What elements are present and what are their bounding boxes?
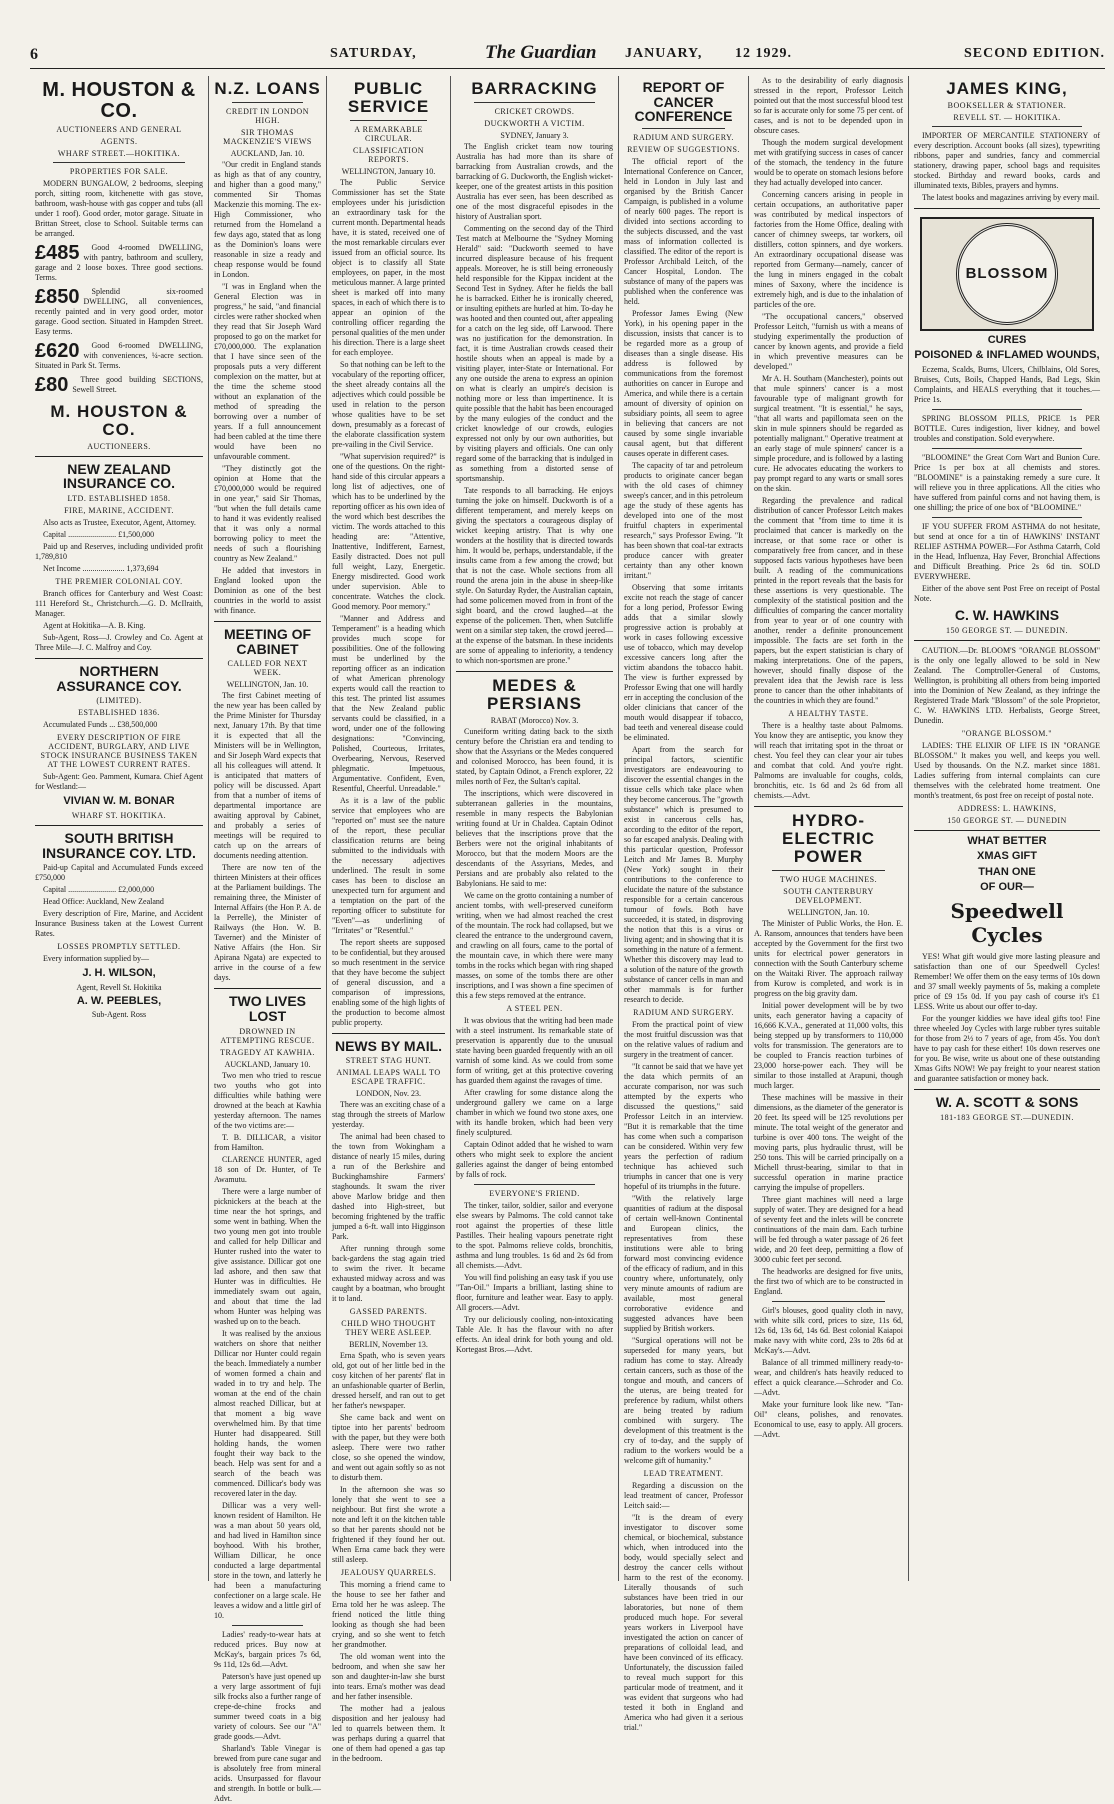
property-listing: £850 Splendid six-roomed DWELLING, all conveniences, recently painted and in very good order, motor garage. Good section. Situated in Hampden Street. Easy terms. — [35, 286, 203, 336]
paragraph: It was obvious that the writing had been made with a steel instrument. Its remarkable state of preservation is apparently due to the unusual state having been guarded frequently with an oil varnish of some kind. As we could from some form of writing, get at this protective covering has guarded them against the ravages of time. — [456, 1015, 613, 1085]
paragraph: Though the modern surgical development met with gratifying success in cases of cancer of the stomach, the tendency in the future would be to operate on stomach lesions before they had actually developed into cancer. — [754, 138, 903, 187]
houston-sub: AUCTIONEERS AND GENERAL — [56, 125, 182, 134]
sub-agent-line: Sub-Agent: Geo. Pamment, Kumara. Chief Agent for Westland:— — [35, 772, 203, 792]
article-subhead: LEAD TREATMENT. — [643, 1469, 724, 1479]
paragraph: "With the relatively large quantities of radium at the disposal of certain well-known Continental and European clinics, the representatives from these institutions were able to bring forward most convincing evidence of the efficacy of radium, and in this country where, unfortunately, only very minute amounts of radium are available, most general corroborative evidence and suggested advances have been supplied by British workers. — [624, 1194, 743, 1334]
paragraph: Regarding a discussion on the lead treatment of cancer, Professor Leitch said:— — [624, 1481, 743, 1511]
paragraph: "Manner and Address and Temperament" is a heading which provides much scope for possibilities. One of the following must be underlined by the reporting officer as an indication of what American phrenology experts would call the reaction to this test. The printed list assumes that the New Zealand public servants could be classified, in a word, under one of the following designations: "Convincing, Polished, Courteous, Irritates, Overbearing, Nervous, Reserved phlegmatic. Impetuous, Argumentative. Confident, Even, Resentful, Cheerful. Unreadable." — [332, 613, 445, 793]
divider — [772, 870, 885, 871]
paragraph: After running through some back-gardens the stag again tried to swim the river. It became exhausted midway across and was caught by a boatman, who brought it to land. — [332, 1244, 445, 1304]
speedwell-text: YES! What gift would give more lasting pleasure and satisfaction than one of our Speedwell Cycles! Remember! We offer them on the easy terms of 10s down and 37 small weekly payments of 5s, making a complete price of £9 15s 0d. If you pay cash of course it's £1 LESS. Write us about our offer to-day. — [914, 951, 1100, 1011]
address-label: ADDRESS: L. HAWKINS, — [957, 803, 1057, 813]
paragraph: The Public Service Commissioner has set the State employees under his jurisdiction an extraordinary task for the current month. Departmental heads have, it is stated, received one of the most remarkable circulars ever issued from an official source. Its object is to classify all State employees, on paper, in the most meticulous manner. A large printed sheet is marked off into many spaces, in each of which there is to appear an opinion of the controlling officer regarding the personal qualities of the men under his direction. There is a large sheet for each employee. — [332, 177, 445, 357]
advertisement: SPRING BLOSSOM PILLS, PRICE 1s PER BOTTLE. Cures indigestion, liver kidney, and bowel troubles and constipation. Sold everywhere. — [914, 413, 1100, 443]
article-subhead: STREET STAG HUNT. — [345, 1056, 432, 1066]
paragraph: "What supervision required?" is one of the questions. On the right-hand side of this circular appears a long list of adjectives, one of which has to be underlined by the reporting officer as his own idea of the word which best describes the victim. The words attached to this heading are: "Attentive, Inattentive, Indifferent, Earnest, Easily distracted. Does not pull full weight, Lazy, Energetic. Energy misdirected. Good work under supervision. Able to concentrate. Watches the clock. Good memory. Poor memory." — [332, 451, 445, 611]
paragraph: The mother had a jealous disposition and her jealousy had led to quarrels between them. It was perhaps during a quarrel that one of them had opened a gas tap in the bedroom. — [332, 1704, 445, 1764]
article-subhead: SOUTH CANTERBURY DEVELOPMENT. — [783, 886, 874, 905]
article-heading: MEETING OF CABINET — [223, 625, 312, 657]
paragraph: "The occupational cancers," observed Professor Leitch, "furnish us with a means of studying experimentally the production of cancer by known agents, and provide a field in which preventive measures can be developed." — [754, 312, 903, 371]
column-cancer-conference — [618, 76, 748, 1733]
dateline: BERLIN, November 13. — [349, 1340, 428, 1350]
price: £80 — [35, 374, 69, 396]
divider — [332, 1033, 445, 1034]
advertisement: Girl's blouses, good quality cloth in navy, with white silk cord, prices to size, 11s 6d, 12s 6d, 13s 6d, 14s 6d. Best colonial Kaiapoi make navy with white cord, 23s to 28s 6d at McKay's.—Advt. — [754, 1305, 903, 1355]
advertisement: There is a healthy taste about Palmoms. You know they are antiseptic, you know they will reach that irritating spot in the throat or chest. You feel they can clear your air tubes and combat that cold. And you're right. Palmoms are invaluable for coughs, colds, bronchitis, etc. 1s 6d and 2s 6d from all chemists.—Advt. — [754, 721, 903, 800]
divider — [214, 621, 321, 622]
paragraph: Tate responds to all barracking. He enjoys turning the joke on himself. Duckworth is of a different temperament, and merely keeps on giving the spectators a courageous display of wicket keeping artistry. That is why one wonders at the hostility that is directed towards him. It would be, perhaps, understandable, if the insults came from a few among the crowd; but that is not the case. Whole sections from all round the arena join in the abuse in sheep-like style. On Saturday Ryder, the Australian captain, had some policemen moved from in front of the sight board, and the crowd laughed—at the expense of the policemen. Then, when Sutcliffe went on a similar step taken, the crowd jeered—at the expense of the batsman. In these incidents are some of appealing to inferiority, a tendency to which non-sportsmen are prone." — [456, 485, 613, 665]
what-better-label: WHAT BETTER — [967, 834, 1047, 847]
address-line: 150 GEORGE ST. — DUNEDIN — [947, 815, 1067, 825]
advertisement: You will find polishing an easy task if you use "Tan-Oil." Imparts a brilliant, lasting shine to floor, furniture and leather wear. Easy to apply. All grocers.—Advt. — [456, 1272, 613, 1312]
article-subhead: TWO HUGE MACHINES. — [779, 874, 878, 884]
established-1836: ESTABLISHED 1836. — [78, 708, 160, 718]
hawkins-address: 150 GEORGE ST. — DUNEDIN. — [945, 625, 1069, 635]
article-heading: MEDES & PERSIANS — [487, 675, 582, 713]
james-king-heading: JAMES KING, — [946, 79, 1068, 98]
peebles-name: A. W. PEEBLES, — [76, 994, 162, 1007]
properties-heading: PROPERTIES FOR SALE. — [69, 167, 169, 176]
article-subhead: SIR THOMAS MACKENZIE'S VIEWS — [223, 127, 312, 146]
divider — [932, 448, 1082, 449]
masthead — [30, 40, 1105, 69]
article-subhead: DROWNED IN ATTEMPTING RESCUE. — [220, 1026, 315, 1045]
paragraph: Initial power development will be by two units, each generator having a capacity of 16,666 K.V.A., generated at 11,000 volts, this being stepped up by transformers to 110,000 volts for transmission. The generators are to be coupled to Francis reaction turbines of 23,000 horse-power each. They will be similar to those installed at Arapuni, though much larger. — [754, 1000, 903, 1090]
of-our-label: OF OUR— — [980, 881, 1034, 894]
divider — [232, 1625, 303, 1626]
paragraph: These machines will be massive in their dimensions, as the diameter of the generator is 20 feet. Its speed will be 125 revolutions per minute. The total weight of the generator and turbine is over 400 tons. The weight of the moving parts, plus hydraulic thrust, will be 250 tons. This will be carried principally on a Michell thrust-bearing, similar to that in successful operation in marine practice carrying the impulse of propellers. — [754, 1092, 903, 1192]
capital-line: Capital ........................ £1,500,000 — [43, 530, 155, 540]
article-subhead: ANIMAL LEAPS WALL TO ESCAPE TRAFFIC. — [336, 1068, 441, 1087]
divider — [35, 825, 203, 826]
article-subhead: DUCKWORTH A VICTIM. — [484, 118, 585, 128]
price: £485 — [35, 242, 80, 264]
south-british-heading: SOUTH BRITISH INSURANCE COY. LTD. — [42, 829, 196, 861]
dateline: LONDON, Nov. 23. — [355, 1089, 422, 1099]
income-line: Net Income ..................... 1,373,694 — [43, 564, 159, 574]
paragraph: Three giant machines will need a large supply of water. They are designed for a head of seventy feet and the inlets will be concrete continuations of the main dam. Each turbine will be fed through a water passage of 26 feet wide, and 20 feet deep, permitting a flow of 3000 cubic feet per second. — [754, 1194, 903, 1264]
column-advertisements-left — [30, 76, 208, 1581]
paragraph: There was an exciting chase of a stag through the streets of Marlow yesterday. — [332, 1100, 445, 1130]
wilson-agent: Agent, Revell St. Hokitika — [76, 982, 162, 992]
auctioneers-label: AUCTIONEERS. — [87, 441, 151, 451]
divider — [914, 1089, 1100, 1090]
article-subhead: RADIUM AND SURGERY. — [633, 1008, 734, 1018]
divider — [914, 208, 1100, 209]
divider — [474, 102, 595, 103]
article-subhead: CLASSIFICATION REPORTS. — [352, 145, 424, 164]
vivian-name: VIVIAN W. M. BONAR — [63, 795, 175, 808]
wilson-name: J. H. WILSON, — [82, 967, 156, 980]
paragraph: Cuneiform writing dating back to the sixth century before the Christian era and tending to show that the Assyrians or the Medes conquered and colonised Morocco, has been found, it is stated, by Captain Odinot, a French explorer, 22 miles north of Fez, the Sultan's capital. — [456, 726, 613, 786]
divider — [350, 120, 427, 121]
paragraph: The capacity of tar and petroleum products to originate cancer began with the old cases of chimney sweep's cancer, and in this petroleum age the study of these agents has developed into one of the most fruitful chapters in experimental research," says Professor Ewing. "It has been shown that coal-tar extracts produce cancer with greater certainty than any other known irritant." — [624, 461, 743, 581]
limited-label: (LIMITED). — [96, 696, 142, 706]
speedwell-heading: Speedwell Cycles — [950, 898, 1064, 947]
paragraph: The official report of the International Conference on Cancer, held in London in July last and organised by the British Cancer Campaign, is published in a volume of nearly 600 pages. The report is divided into sections according to the subjects discussed, and the vast mass of information collected is classified. The editor of the report is Professor Archibald Leitch, of the Cancer Hospital, London. The substance of many of the papers was published when the conference was held. — [624, 157, 743, 307]
paragraph: The old woman went into the bedroom, and when she saw her son and daughter-in-law she burst into tears. Erna's mother was dead and her father insensible. — [332, 1652, 445, 1702]
divider — [914, 830, 1100, 831]
dateline: WELLINGTON, January 10. — [341, 166, 436, 176]
paragraph: The report sheets are supposed to be confidential, but they aroused so much resentment in the service that they have become the subject of general discussion, and a comparison of impressions, enabling some of the high lights of the production to become almost public property. — [332, 937, 445, 1027]
edition-label: SECOND EDITION. — [963, 46, 1105, 61]
column-nz-loans — [208, 76, 326, 1803]
advertisement: The tinker, tailor, soldier, sailor and everyone else swears by Palmoms. The cold cannot take root against the properties of these little Pastilles. Their healing vapours penetrate right to the spot. Palmoms relieve colds, bronchitis, asthma and lung troubles. 1s 6d and 2s 6d from all chemists.—Advt. — [456, 1200, 613, 1270]
article-heading: REPORT OF CANCER CONFERENCE — [634, 79, 733, 125]
divider — [474, 1184, 595, 1185]
divider — [214, 988, 321, 989]
paragraph: CLARENCE HUNTER, aged 18 son of Dr. Hunter, of Te Awamutu. — [214, 1154, 321, 1184]
advertisement: "BLOOMINE" the Great Corn Wart and Bunion Cure. Price 1s per box at all chemists and stores. "BLOOMINE" is a painstaking remedy a sure cure. It will relieve you in three applications. All the cities who have suffered from painful corns and not having them, is one shilling; the price of one box of "BLOOMINE." — [914, 452, 1100, 512]
xmas-gift-label: XMAS GIFT — [977, 850, 1037, 863]
paragraph: Regarding the prevalence and radical distribution of cancer Professor Leitch makes the comment that "from time to time it is proclaimed that cancer is markedly on the increase, or that some race or other is comparatively free from cancer, and in these supposed facts various hypotheses have been built. A reading of the communications printed in the report reveals that the basis for these assertions is very questionable. The complexity of the statistical position and the difficulties of comparing the cancer mortality from year to year or of one country with another, render a definite pronouncement impossible. The facts are set forth in the papers, but the expert statistician is chary of making interpretations. One of the papers, however, should finally dispose of the prevalent idea that the Jewish race is less prone to cancer than the other inhabitants of the countries in which they are found." — [754, 496, 903, 705]
divider — [772, 1301, 885, 1302]
price: £850 — [35, 286, 80, 308]
paragraph: We came on the grotto containing a number of ancient tombs, with well-preserved cuneiform writing, when we had almost reached the crest of the mountain. The rock had collapsed, but we cleared the entrance to the underground cavern, and crawling on all fours, came to the portal of the mountain cave, in which there were many tombs in the rocks which began with ring shaped masses, on some of the tombs there are other inscriptions, and I was shown a fine specimen of this a few steps removed at the entrance. — [456, 890, 613, 1000]
paragraph: The headworks are designed for five units, the first two of which are to be constructed in England. — [754, 1266, 903, 1296]
article-subhead: CALLED FOR NEXT WEEK. — [227, 659, 308, 678]
article-subhead: CHILD WHO THOUGHT THEY WERE ASLEEP. — [341, 1319, 436, 1338]
dateline: AUCKLAND, January 10. — [224, 1059, 311, 1069]
paragraph: It was realised by the anxious watchers on shore that neither Dillicar nor Hunter could regain the beach. Immediately a number of women formed a chain and waded in to try and help. The woman at the end of the chain almost reached Dillicar, but at that moment a big wave overwhelmed him. By that time Hunter had disappeared. Still holding hands, the women fought their way back to the beach. Help was sent for and a search of the beach was commenced. Dillicar's body was recovered later in the day. — [214, 1328, 321, 1498]
hawkins-name: C. W. HAWKINS — [954, 606, 1060, 623]
article-subhead: EVERYONE'S FRIEND. — [489, 1188, 580, 1198]
advertisement: Balance of all trimmed millinery ready-to-wear, and children's hats heavily reduced to effect a quick clearance.—Schroder and Co.—Advt. — [754, 1357, 903, 1397]
paragraph: Either of the above sent Post Free on receipt of Postal Note. — [914, 583, 1100, 603]
paragraph: He added that investors in England looked upon the Dominion as one of the best countries in the world to assist with finance. — [214, 565, 321, 615]
property-listing: £620 Good 6-roomed DWELLING, with conveniences, ¼-acre section. Situated in Park St. Terms. — [35, 340, 203, 370]
masthead-day: SATURDAY, — [330, 46, 417, 61]
paragraph: Mr A. H. Southam (Manchester), points out that mule spinners' cancer is a most favourable type of malignant growth for surgical treatment. "It is essential," he says, "that all warts and papillomata seen on the skin in mule spinners should be regarded as potentially malignant." Operative treatment at an early stage of mule spinners' cancer is a simple procedure, and is followed by a lasting cure. He advocates educating the workers to pay prompt regard to any warts or small sores on the skin. — [754, 374, 903, 493]
paragraph: The first Cabinet meeting of the new year has been called by the Prime Minister for Thursday next, January 17th. By that time it is expected that all the Ministers will be in Wellington, and Sir Joseph Ward expects that all his colleagues will attend. It is anticipated that matters of policy will be discussed. Apart from that a number of items of departmental importance are awaiting approval by Cabinet, and probably a series of meetings will be required to catch up on the arrears of documents needing attention. — [214, 691, 321, 861]
houston-address: WHARF STREET.—HOKITIKA. — [57, 149, 181, 158]
stationery-text: IMPORTER OF MERCANTILE STATIONERY of every description. Account books (all sizes), typewriting ribbons, paper and sundries, fancy and commercial stationery, drawing paper, school bags and requisites stocked. Birthday and reward books, cards and illuminated texts, Bibles, prayers and hymns. — [914, 130, 1100, 190]
poisoned-label: POISONED & INFLAMED WOUNDS, — [914, 349, 1100, 362]
paragraph: Eczema, Scalds, Burns, Ulcers, Chilblains, Old Sores, Bruises, Cuts, Boils, Chapped Hands, Bad Legs, Skin Complaints, and HEALS everything that it touches.—Price 1s. — [914, 364, 1100, 404]
paragraph: In the afternoon she was so lonely that she went to see a neighbour. But first she wrote a note and left it on the kitchen table so that her parents should not be frightened if they found her out. When Erna came back they were still asleep. — [332, 1485, 445, 1565]
sb-head-office: Head Office: Auckland, New Zealand — [43, 897, 164, 907]
masthead-month: JANUARY, — [625, 46, 703, 61]
northern-heading: NORTHERN ASSURANCE COY. — [56, 663, 182, 694]
paragraph: "Our credit in England stands as high as that of any country, and higher than a good many," commented Sir Thomas Mackenzie this morning. The ex-High Commissioner, who returned from the Homeland a few days ago, stated that as long as the Dominion's loans were reasonable in size a ready and cheap response would be found in London. — [214, 159, 321, 279]
paragraph: Two men who tried to rescue two youths who got into difficulties while bathing were drowned at the beach at Kawhia yesterday afternoon. The names of the two victims are:— — [214, 1070, 321, 1130]
divider — [35, 658, 203, 659]
paragraph: There were a large number of picknickers at the beach at the time near the hot springs, and some went in bathing. When the two young men got into trouble and called for help Dillicar and Hunter rushed into the water to give assistance. Dillicar got one lad ashore, and then saw that Hunter was in difficulties. He immediately swam out again, and about that time the lad whom Hunter was helping was washed up on to the beach. — [214, 1186, 321, 1326]
dateline: RABAT (Morocco) Nov. 3. — [490, 715, 579, 725]
advertisement: Paterson's have just opened up a very large assortment of fuji silk frocks also a further range of crepe-de-chine frocks and summer tweed coats in a big variety of colours. See our "A" grade goods.—Advt. — [214, 1671, 321, 1741]
bookseller-label: BOOKSELLER & STATIONER. — [947, 100, 1067, 110]
divider — [754, 806, 903, 807]
paragraph: After crawling for some distance along the underground gallery we came on a large chamber in which we found two stone axes, one with its handle broken, which had been very finely sculptured. — [456, 1087, 613, 1137]
paragraph: The English cricket team now touring Australia has had more than its share of barracking from Australian crowds, and the barracking of G. Duckworth, the English wicket-keeper, one of the greatest artists in this position Australia has ever seen, has been described as one of the most disgraceful episodes in the history of Australian sport. — [456, 141, 613, 221]
caution-text: CAUTION.—Dr. BLOOM'S "ORANGE BLOSSOM" is the only one legally allowed to be sold in New Zealand. The Comptroller-General of Customs, Wellington, is prohibiting all others from being imported into the Dominion of New Zealand, as they infringe the Registered Trade Mark "Blossom" of the sole Proprietor, C. W. HAWKINS LTD. Herbalists, George Street, Dunedin. — [914, 645, 1100, 725]
reserves-line: Paid up and Reserves, including undivided profit 1,789,810 — [35, 542, 203, 562]
paragraph: "They distinctly got the opinion at Home that the £70,000,000 would be required in one year," said Sir Thomas, "but when the full details came to hand it was evidently realised that it was only a normal borrowing policy to meet the needs of such a flourishing country as New Zealand." — [214, 463, 321, 563]
dateline: WELLINGTON, Jan. 10. — [787, 907, 870, 917]
houston-heading-2: M. HOUSTON & CO. — [50, 402, 188, 439]
blossom-logo — [920, 217, 1094, 331]
paragraph: From the practical point of view the most fruitful discussion was that on the relative values of radium and surgery in the treatment of cancer. — [624, 1020, 743, 1060]
every-info: Every information supplied by— — [43, 954, 149, 964]
scott-heading: W. A. SCOTT & SONS — [935, 1093, 1079, 1110]
paragraph: Observing that some irritants excite not reach the stage of cancer for a long period, Professor Ewing adds that a similar slowly progressive action is probably at work in cases following excessive use of tobacco, which may develop excessive cancers long after the victim abandons the tobacco habit. The view is further expressed by Professor Ewing that one will hardly err in accepting the conclusion of the older clinicians that cancer of the mouth would disappear if tobacco, bad teeth and venereal disease could be eliminated. — [624, 583, 743, 743]
divider — [53, 162, 185, 163]
newspaper-title: The Guardian — [485, 42, 597, 63]
paragraph: Professor James Ewing (New York), in his opening paper in the discussion, insists that cancer is to be regarded more as a group of diseases than a single disease. His address is followed by communications from the foremost authorities on cancer in Europe and America, and while there is a certain amount of diversity of opinion on subsidiary points, all seem to agree in believing that cancers are not caused by some single invariable causal agent, but that different causes operate in different cases. — [624, 309, 743, 459]
paragraph: The inscriptions, which were discovered in subterranean galleries in the mountains, resemble in many respects the Babylonian writing found at Ur in Chaldea. Captain Odinot believes that the inscriptions prove that the Berbers were not the original inhabitants of Morocco, but that the modern Moors are the descendants of the Assyrians, Medes, and Persians and are probably also related to the Babylonians. He said to me: — [456, 788, 613, 888]
divider — [914, 640, 1100, 641]
divider — [932, 409, 1082, 410]
orange-blossom-label: "ORANGE BLOSSOM." — [961, 728, 1053, 738]
sb-capital-2: Capital ........................ £2,000,000 — [43, 885, 155, 895]
article-subhead: JEALOUSY QUARRELS. — [340, 1568, 437, 1578]
article-subhead: TRAGEDY AT KAWHIA. — [220, 1047, 315, 1057]
sub-agent-text: Sub-Agent, Ross—J. Crowley and Co. Agent at Three Mile—J. C. Malfroy and Coy. — [35, 633, 203, 653]
price: £620 — [35, 340, 80, 362]
article-subhead: GASSED PARENTS. — [349, 1307, 428, 1317]
dateline: AUCKLAND, Jan. 10. — [230, 148, 305, 158]
sb-every: Every description of Fire, Marine, and Accident Insurance Business taken at the Lowest Current Rates. — [35, 909, 203, 939]
article-subhead: RADIUM AND SURGERY. — [633, 133, 734, 143]
advertisement: Try our deliciously cooling, non-intoxicating Table Ale. It has the flavour with no after effects. An ideal drink for both young and old. Kortegast Bros.—Advt. — [456, 1314, 613, 1354]
paragraph: This morning a friend came to the house to see her father and Erna told her he was asleep. The friend noticed the little thing looking as though she had been crying, and so she went to fetch her grandmother. — [332, 1580, 445, 1650]
paragraph: So that nothing can be left to the vocabulary of the reporting officer, the sheet already contains all the adjectives which could possible be used in relation to the person whose qualities have to be set down, presumably as a forecast of the elaborate classification system pre-vailing in the Civil Service. — [332, 359, 445, 449]
article-subhead: CREDIT IN LONDON HIGH. — [226, 106, 309, 125]
article-heading: PUBLIC SERVICE — [347, 79, 430, 116]
advertisement: IF YOU SUFFER FROM ASTHMA do not hesitate, but send at once for a tin of HAWKINS' INSTANT RELIEF ASTHMA POWER—For Asthma Catarrh, Cold in the Head, Influenza, Hay Fever, Bronchial Affections and Difficult Breathing. Price 2s 6d tin. SOLD EVERYWHERE. — [914, 521, 1100, 581]
property-listing: MODERN BUNGALOW, 2 bedrooms, sleeping porch, sitting room, kitchenette with gas stove, bathroom, wash-house with gas copper and tubs (all under 1 roof). Good order, motor garage. Situate in Brittan Street, close to School. Suitable terms can be arranged. — [35, 179, 203, 238]
paragraph: "It cannot be said that we have yet the data which permits of an accurate comparison, nor was such attempted by the experts who discussed the questions," said Professor Leitch in an interview. "But it is remarkable that the time has come when such a comparison can be considered. Within very few years the perfection of radium technique has achieved such triumphs in cancer that one is very hopeful of its triumphs in the future. — [624, 1062, 743, 1192]
paragraph: "I was in England when the General Election was in progress," he said, "and financial circles were rather shocked when they read that Sir Joseph Ward proposed to go on the market for £70,000,000. The explanation that I have since seen of the proposals puts a very different complexion on the matter, but at the time the scheme stood without an explanation of the method of spreading the borrowing over a number of years. If a full announcement had been cabled at the time there would have been no unfavourable comment. — [214, 281, 321, 461]
paragraph: T. B. DILLICAR, a visitor from Hamilton. — [214, 1132, 321, 1152]
trustee-text: Also acts as Trustee, Executor, Agent, Attorney. — [43, 518, 196, 528]
nz-insurance-established: LTD. ESTABLISHED 1858. — [67, 494, 171, 504]
divider — [232, 102, 303, 103]
than-one-label: THAN ONE — [978, 865, 1036, 878]
paragraph: Apart from the search for principal factors, scientific investigators are endeavouring to discover the essential changes in the tissue cells which take place when they become cancerous. The "growth substance" which is presumed to exist in cancerous cells has, according to the editor of the report, so far escaped analysis. Dealing with this particular question, Professor Leitch and Mr James B. Murphy (New York) sought in their contributions to the conference to elucidate the nature of the substance responsible for a certain cancerous tumour of fowls. Both have succeeded, it is stated, in disproving the notion that this is a virus or living agent; and in showing that it is something in the nature of a ferment. Whether this discovery may lead to a solution of the nature of the growth substance of cancer cells in man and other mammals is for further research to decide. — [624, 745, 743, 1005]
joy-cycles-text: For the younger kiddies we have ideal gifts too! Fine three wheeled Joy Cycles with large rubber tyres suitable for those from 2½ to 7 years of age, from 45s. You don't have to pay cash for these either! 10s down reserves one for you. Be wise, write us about one of these outstanding Xmas Gifts NOW! We pay freight to your nearest station and guarantee satisfaction or money back. — [914, 1013, 1100, 1083]
divider — [456, 671, 613, 672]
property-listing: £80 Three good building SECTIONS, Sewell Street. — [35, 374, 203, 396]
paragraph: As to the desirability of early diagnosis stressed in the report, Professor Leitch pointed out that the most successful blood test so far is accurate only for some 75 per cent. of cases, and is not to be depended upon in obscure cases. — [754, 76, 903, 135]
paragraph: The Minister of Public Works, the Hon. E. A. Ransom, announces that tenders have been accepted by the Government for the first two units for electrical power generators in connection with the South Canterbury scheme on the Waitaki River. The approach railway from Kurow is completed, and work is in progress on the big gravity dam. — [754, 918, 903, 998]
houston-heading: M. HOUSTON & CO. — [42, 79, 196, 122]
article-subhead: CRICKET CROWDS. — [494, 106, 575, 116]
masthead-date: 12 1929. — [735, 46, 792, 61]
colonial-label: THE PREMIER COLONIAL COY. — [55, 577, 183, 587]
article-heading: HYDRO-ELECTRIC POWER — [782, 811, 875, 866]
vivian-address: WHARF ST. HOKITIKA. — [71, 810, 167, 820]
ladies-text: LADIES: THE ELIXIR OF LIFE IS IN "ORANGE BLOSSOM." It makes you well, and keeps you well. Used by thousands. On the N.Z. market since 1881. Ladies suffering from internal complaints can cure themselves with the celebrated home treatment. One month's treatment, 6s post free on receipt of postal note. — [914, 740, 1100, 800]
article-heading: NEWS BY MAIL. — [334, 1037, 443, 1054]
dateline: SYDNEY, January 3. — [500, 130, 569, 140]
agent-text: Agent at Hokitika—A. B. King. — [43, 621, 146, 631]
divider — [932, 126, 1082, 127]
advertisement: Sharland's Table Vinegar is brewed from pure cane sugar and is absolutely free from mineral acids. Unsurpassed for flavour and strength. In bottle or bulk.—Advt. — [214, 1743, 321, 1803]
sb-capital: Paid-up Capital and Accumulated Funds exceed £750,000 — [35, 863, 203, 883]
divider — [932, 517, 1082, 518]
divider — [642, 128, 725, 129]
nz-insurance-heading: NEW ZEALAND INSURANCE CO. — [62, 460, 175, 492]
property-listing: £485 Good 4-roomed DWELLING, with pantry, bathroom and scullery, garage and 2 loose boxes. Three good sections. Terms. — [35, 242, 203, 282]
latest-books-text: The latest books and magazines arriving by every mail. — [922, 192, 1100, 202]
scott-address: 181-183 GEORGE ST.—DUNEDIN. — [940, 1112, 1074, 1122]
page-number: 6 — [30, 46, 39, 63]
paragraph: The animal had been chased to the town from Wokingham a distance of nearly 15 miles, during a run of the Berkshire and Buckinghamshire Farmers' staghounds. It swam the river above Marlow bridge and then dashed into High-street, but becoming frightened by the traffic jumped a 6-ft. wall into Higginson Park. — [332, 1132, 445, 1242]
paragraph: "Surgical operations will not be superseded for many years, but radium has come to stay. Already certain cancers, such as those of the tongue and mouth, and cancers of the uterus, are being treated for preference by radium, whilst others are being treated by radium combined with surgery. The development of this treatment is the cry of to-day, and the supply of radium to the workers would be a welcome gift of humanity." — [624, 1336, 743, 1466]
column-cancer-continued — [748, 76, 908, 1581]
paragraph: Concerning cancers arising in people in certain occupations, an authoritative paper was contributed by medical inspectors of factories from the Home Office, dealing with cancer of chimney sweeps, tar workers, oil distillers, cotton spinners, and dye workers. An extraordinary occupational disease was reported from Germany—namely, cancer of the lung in miners engaged in the cobalt mines of Saxony, where the incidence is extremely high, and is due to the inhalation of particles of the ore. — [754, 190, 903, 309]
article-subhead: A STEEL PEN. — [506, 1003, 563, 1013]
paragraph: Captain Odinot added that he wished to warn others who might seek to explore the ancient galleries against the danger of being entombed by falls of rock. — [456, 1139, 613, 1179]
branch-text: Branch offices for Canterbury and West Coast: 111 Hereford St., Christchurch.—G. D. McIlraith, Manager. — [35, 589, 203, 619]
divider — [35, 456, 203, 457]
article-heading: BARRACKING — [471, 79, 598, 98]
cures-label: CURES — [987, 333, 1027, 346]
column-barracking — [450, 76, 618, 1581]
paragraph: Erna Spath, who is seven years old, got out of her little bed in the cosy kitchen of her parents' flat in an unfashionable quarter of Berlin, dressed herself, and ran out to get her father's newspaper. — [332, 1351, 445, 1411]
paragraph: Commenting on the second day of the Third Test match at Melbourne the "Sydney Morning Herald" said: "Duckworth seemed to have incurred displeasure because of his frequent appeals. Moreover, he is still being erroneously held responsible for the Kippax incident at the Second Test in Sydney. After he fields the ball he is barracked. Either he is ironically cheered, or insulting epithets are hurled at him. To-day he was hooted and then counted out, after appealing for a catch on the leg side, off Larwood. There was no justification for the demonstration. In fact, it is time Australian crowds ceased their hostile shouts when an appeal is made by a visiting player, inter-State or International. For any one outside the arena to express an opinion on what is clearly an umpire's decision is nothing more or less than impertinence. It is quite possible that the habit has been encouraged by the many eulogies of the conduct and the cricket knowledge of our crowds, eulogies expressed not only by our own authorities, but by visiting players and officials. One can only regard some of the barracking that is indulged in as something from a distorted sense of sportsmanship. — [456, 223, 613, 483]
paragraph: Dillicar was a very well-known resident of Hamilton. He was a man about 50 years old, and had lived in Hamilton since boyhood. With his brother, William Dillicar, he once conducted a large departmental store in the town, and latterly he had been a manufacturing confectioner on a large scale. He leaves a widow and a little girl of 10. — [214, 1500, 321, 1620]
article-subhead: REVIEW OF SUGGESTIONS. — [627, 145, 740, 155]
paragraph: As it is a law of the public service that employees who are "reported on" must see the nature of the report, these peculiar classification returns are being submitted to the individuals with the necessary adjectives underlined. The result in some cases has been to disclose an unexpected turn for argument and a temptation on the part of the reporting officer to substitute for "Even"—as underlining of "Irritates" or "Resentful." — [332, 795, 445, 935]
column-advertisements-right — [908, 76, 1105, 1581]
funds-line: Accumulated Funds ... £38,500,000 — [43, 720, 158, 730]
paragraph: There are now ten of the thirteen Ministers at their offices at the Parliament buildings. The remaining three, the Minister of Internal Affairs (the Hon P. A. de la Perrelle), the Minister of Railways (the Hon. W. B. Taverner) and the Minister of Native Affairs (the Hon. Sir Apirana Ngata) are expected to arrive in the course of a few days. — [214, 863, 321, 983]
fire-marine-label: FIRE, MARINE, ACCIDENT. — [64, 506, 174, 516]
advertisement: Ladies' ready-to-wear hats at reduced prices. Buy now at McKay's, bargain prices 7s 6d, 9s 11d, 12s 6d.—Advt. — [214, 1629, 321, 1669]
dateline: WELLINGTON, Jan. 10. — [226, 680, 309, 690]
article-subhead: A REMARKABLE CIRCULAR. — [354, 124, 423, 143]
houston-sub-agents: AGENTS. — [100, 137, 138, 146]
article-subhead: A HEALTHY TASTE. — [788, 709, 869, 718]
every-description: EVERY DESCRIPTION OF FIRE ACCIDENT, BURGLARY, AND LIVE STOCK INSURANCE BUSINESS TAKEN AT THE LOWEST CURRENT RATES. — [40, 733, 198, 770]
blossom-seal-icon: BLOSSOM — [956, 223, 1058, 325]
column-public-service — [326, 76, 450, 1764]
paragraph: "It is the dream of every investigator to discover some chemical, or biochemical, substance which, when introduced into the body, would specially select and destroy the cancer cells without harm to the rest of the economy. Literally thousands of such substances have been tried in our laboratories, but none of them produced much hope. For several years workers in Liverpool have investigated the action on cancer of preparations of colloidal lead, and have been convinced of its efficacy. Unfortunately, the discussion failed to reveal much support for this particular mode of treatment, and it was evident that surgeons who had tested it both in England and America who had given it a serious trial." — [624, 1513, 743, 1733]
article-heading: TWO LIVES LOST — [229, 993, 306, 1024]
article-heading: N.Z. LOANS — [214, 79, 321, 98]
paragraph: She came back and went on tiptoe into her parents' bedroom with the paper, but they were both asleep. There were two rather close, so she opened the window, and went out again softly so as not to disturb them. — [332, 1413, 445, 1483]
losses-label: LOSSES PROMPTLY SETTLED. — [57, 942, 181, 952]
peebles-sub: Sub-Agent. Ross — [91, 1010, 147, 1020]
advertisement: Make your furniture look like new. "Tan-Oil" cleans, polishes, and renovates. Economical to use, easy to apply. All grocers.—Advt. — [754, 1399, 903, 1439]
revell-address: REVELL ST. — HOKITIKA. — [953, 112, 1061, 122]
